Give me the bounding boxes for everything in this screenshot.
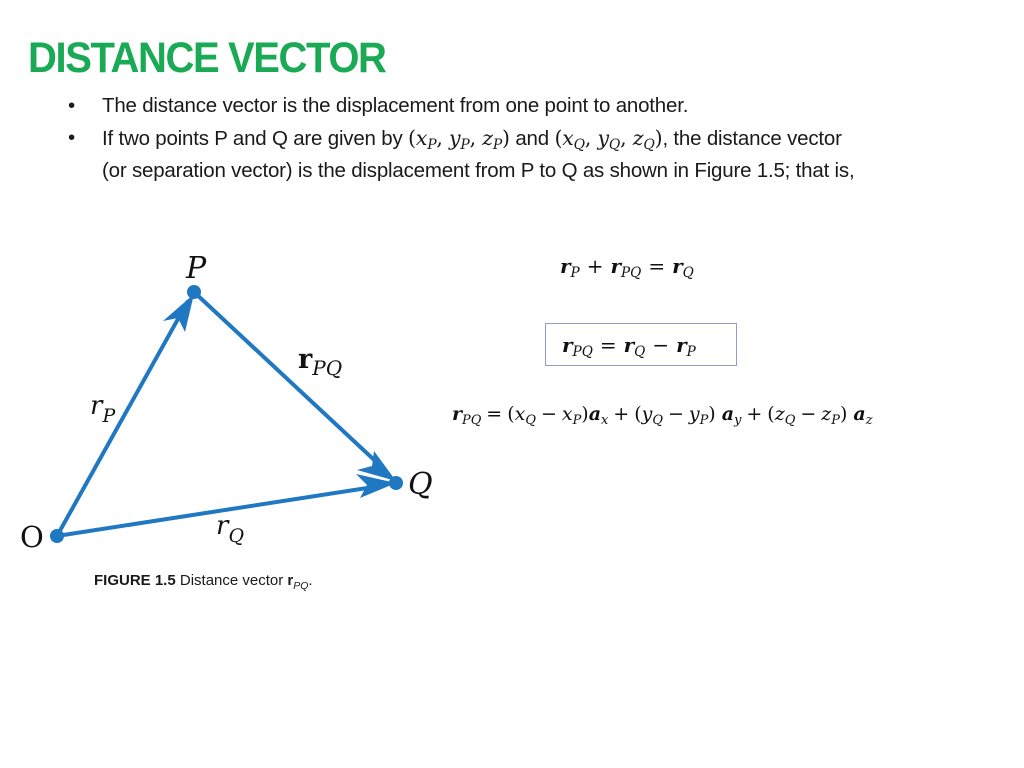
figure-caption (94, 572, 313, 592)
label-P: P (186, 251, 207, 286)
page-title: DISTANCE VECTOR (28, 34, 386, 82)
bullet-dot: • (68, 126, 75, 149)
equation-components: $r_{PQ} = (x_Q - x_P)a_x + (y_Q - y_P) a_y + (z_Q - z_P)$ $a_z$ (452, 403, 873, 428)
equation-distance-vector: $r_{PQ} = r_Q - r_P$ (562, 333, 696, 361)
label-O: O (20, 520, 44, 554)
bullet-text-2-and: and (509, 127, 555, 150)
caption-vec: r (287, 572, 294, 589)
bullet-item-1 (64, 90, 1004, 122)
equation-vector-sum: $r_P + r_{PQ} = r_Q$ (560, 254, 694, 282)
caption-vec-sub: PQ (293, 580, 309, 592)
coords-P: ($x_P$, $y_P$, $z_P$) (408, 126, 510, 154)
vector-rP-arrowhead (163, 294, 194, 332)
point-Q (389, 476, 403, 490)
caption-label: FIGURE 1.5 (94, 572, 176, 589)
coords-Q: ($x_Q$, $y_Q$, $z_Q$) (554, 126, 663, 154)
bullet-text-2a: If two points P and Q are given by (102, 127, 408, 150)
label-rP: $r_P$ (90, 391, 116, 427)
vector-rPQ-line (194, 292, 385, 470)
point-O (50, 529, 64, 543)
label-rQ: $r_Q$ (216, 511, 245, 547)
bullet-text-1: The distance vector is the displacement from one point to another. (102, 94, 689, 117)
bullet-dot: • (68, 94, 75, 117)
bullet-item-2 (64, 122, 1004, 187)
bullet-list (64, 90, 1004, 187)
label-rPQ: $r_{PQ}$ (298, 344, 343, 380)
vector-rP-line (57, 301, 188, 536)
bullet-text-2b: , the distance vector (662, 127, 842, 150)
caption-end: . (308, 572, 313, 589)
distance-vector-figure (0, 240, 450, 560)
label-Q: Q (408, 467, 433, 502)
bullet-text-2c: (or separation vector) is the displacement from P to Q as shown in Figure 1.5; that is, (102, 159, 855, 182)
point-P (187, 285, 201, 299)
caption-text: Distance vector (175, 572, 288, 589)
